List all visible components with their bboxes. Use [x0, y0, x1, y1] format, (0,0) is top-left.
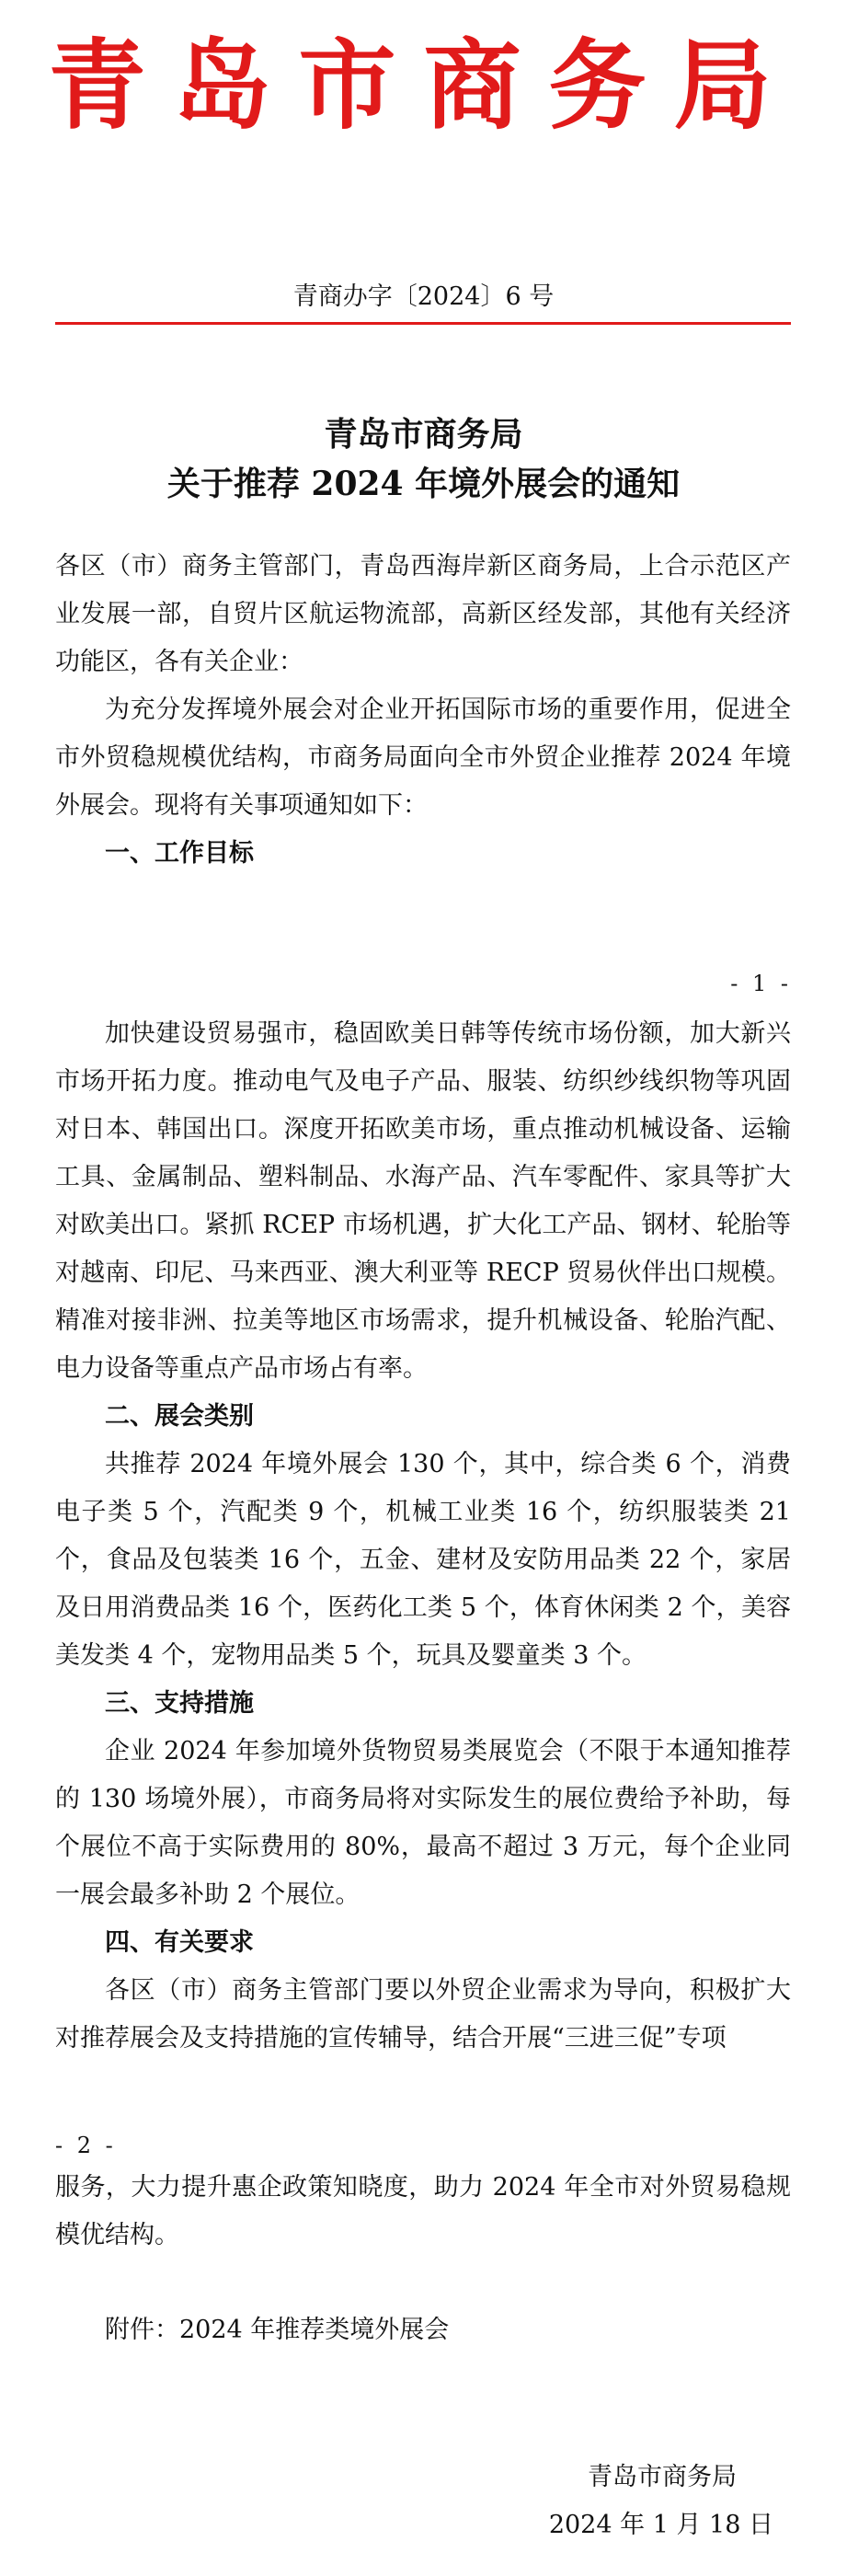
section2-paragraph: 共推荐 2024 年境外展会 130 个，其中，综合类 6 个，消费电子类 5 个，汽配类 9 个，机械工业类 16 个，纺织服装类 21 个，食品及包装类 16 个，五金、建材及安防用品类 22 个，家居及日用消费品类 16 个，医药化工类 5 个，体育休闲类 2 个，美容美发类 4 个，宠物用品类 5 个，玩具及婴童类 3 个。	[55, 1450, 791, 1670]
masthead-org-name: 青岛市商务局	[48, 28, 799, 143]
signature-date: 2024 年 1 月 18 日	[548, 2511, 773, 2539]
section2-heading: 二、展会类别	[105, 1402, 254, 1431]
title-line-2: 关于推荐 2024 年境外展会的通知	[166, 465, 681, 503]
section3-heading: 三、支持措施	[105, 1689, 254, 1718]
signature-org: 青岛市商务局	[588, 2463, 737, 2491]
page-number-2: - 2 -	[55, 2133, 117, 2158]
continuation-paragraph: 服务，大力提升惠企政策知晓度，助力 2024 年全市对外贸易稳规模优结构。	[55, 2173, 791, 2249]
goal-paragraph: 加快建设贸易强市，稳固欧美日韩等传统市场份额，加大新兴市场开拓力度。推动电气及电子产品、服装、纺织纱线织物等巩固对日本、韩国出口。深度开拓欧美市场，重点推动机械设备、运输工具、金属制品、塑料制品、水海产品、汽车零配件、家具等扩大对欧美出口。紧抓 RCEP 市场机遇，扩大化工产品、钢材、轮胎等对越南、印尼、马来西亚、澳大利亚等 RECP 贸易伙伴出口规模。精准对接非洲、拉美等地区市场需求，提升机械设备、轮胎汽配、电力设备等重点产品市场占有率。	[55, 1019, 791, 1383]
section4-heading: 四、有关要求	[105, 1928, 254, 1957]
addressee: 各区（市）商务主管部门，青岛西海岸新区商务局，上合示范区产业发展一部，自贸片区航运物流部，高新区经发部，其他有关经济功能区，各有关企业：	[55, 552, 791, 676]
attachment-line: 附件：2024 年推荐类境外展会	[105, 2316, 450, 2344]
title-line-1: 青岛市商务局	[324, 415, 523, 454]
intro-paragraph: 为充分发挥境外展会对企业开拓国际市场的重要作用，促进全市外贸稳规模优结构，市商务局面向全市外贸企业推荐 2024 年境外展会。现将有关事项通知如下：	[55, 696, 791, 820]
red-separator-line	[55, 322, 791, 325]
page2-body	[55, 1010, 791, 2063]
section4-paragraph: 各区（市）商务主管部门要以外贸企业需求为导向，积极扩大对推荐展会及支持措施的宣传辅导，结合开展“三进三促”专项	[55, 1976, 791, 2053]
document-title	[0, 409, 847, 509]
page3-body	[55, 2164, 791, 2260]
page1-body	[55, 543, 791, 878]
section1-heading: 一、工作目标	[105, 839, 254, 868]
document-number: 青商办字〔2024〕6 号	[292, 282, 555, 311]
section3-paragraph: 企业 2024 年参加境外货物贸易类展览会（不限于本通知推荐的 130 场境外展），市商务局将对实际发生的展位费给予补助，每个展位不高于实际费用的 80%，最高不超过 3 万元，每个企业同一展会最多补助 2 个展位。	[55, 1737, 791, 1909]
page-number-1: - 1 -	[730, 971, 792, 996]
